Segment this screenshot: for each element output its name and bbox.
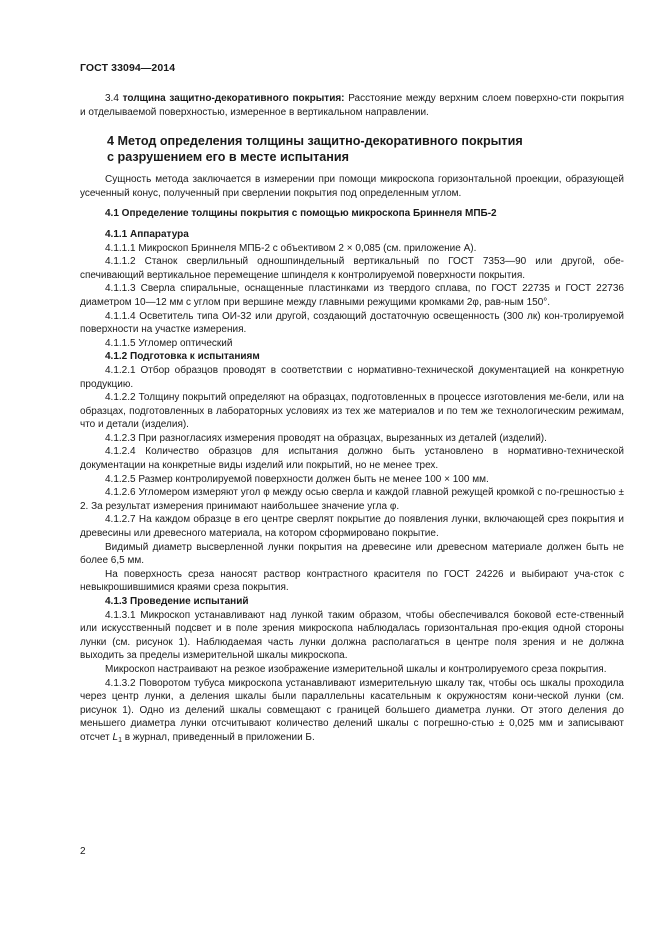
item-4-1-1-1: 4.1.1.1 Микроскоп Бриннеля МПБ-2 с объективом 2 × 0,085 (см. приложение А). <box>105 242 477 254</box>
item-4-1-2-6: 4.1.2.6 Угломером измеряют угол φ между осью сверла и каждой главной режущей кромкой с по-грешностью ± 2. За результат измерения принимают наибольшее значение угла φ. <box>80 487 624 512</box>
item-4-1-3-2-tail: в журнал, приведенный в приложении Б. <box>121 731 315 743</box>
document-header: ГОСТ 33094—2014 <box>80 62 176 74</box>
section-4-1-1-title: 4.1.1 Аппаратура <box>105 228 189 240</box>
item-4-1-2-7: 4.1.2.7 На каждом образце в его центре сверлят покрытие до появления лунки, включающей срез покрытия и древесины или древесного материала, на котором сформировано покрытие. <box>80 514 624 540</box>
item-4-1-1-3: 4.1.1.3 Сверла спиральные, оснащенные пластинками из твердого сплава, по ГОСТ 22735 и ГОСТ 22736 диаметром 10—12 мм с углом при вершине между главными режущими кромками 2φ, рав-ным 150°. <box>80 283 624 308</box>
item-4-1-1-5: 4.1.1.5 Угломер оптический <box>105 337 233 349</box>
item-4-1-3-2 <box>80 677 624 748</box>
item-4-1-2-3: 4.1.2.3 При разногласиях измерения проводят на образцах, вырезанных из деталей (изделий). <box>105 432 547 444</box>
paragraph-microscope-focus: Микроскоп настраивают на резкое изображение измерительной шкалы и контролируемого среза покрытия. <box>105 663 607 675</box>
variable-subscript: 1 <box>118 736 122 744</box>
term-definition: Расстояние между верхним слоем поверхно-сти покрытия и отделываемой поверхностью, измеренное в вертикальном направлении. <box>80 93 625 118</box>
section-4-1-2-title: 4.1.2 Подготовка к испытаниям <box>105 351 260 363</box>
section-4-1-title: 4.1 Определение толщины покрытия с помощью микроскопа Бриннеля МПБ-2 <box>105 208 497 220</box>
page-number: 2 <box>80 846 86 857</box>
item-4-1-1-2: 4.1.1.2 Станок сверлильный одношпиндельный вертикальный по ГОСТ 7353—90 или другой, обе-спечивающий вертикальное перемещение шпинделя к контролируемой поверхности покрытия. <box>80 256 624 281</box>
item-4-1-2-1: 4.1.2.1 Отбор образцов проводят в соответствии с нормативно-технической документацией на конкретную продукцию. <box>80 364 624 390</box>
document-body <box>80 92 624 748</box>
paragraph-dye: На поверхность среза наносят раствор контрастного красителя по ГОСТ 24226 и выбирают уча-сток с невыкрошившимися краями среза покрытия. <box>80 568 624 594</box>
item-4-1-2-4: 4.1.2.4 Количество образцов для испытания должно быть установлено в нормативно-технической документации на конкретные виды изделий или покрытий, но не менее трех. <box>80 446 624 472</box>
variable-L: L <box>112 731 119 743</box>
item-4-1-2-2: 4.1.2.2 Толщину покрытий определяют на образцах, подготовленных в процессе изготовления ме-бели, или на образцах, подготовленных в лабораторных условиях из тех же материалов и по тем же технологическим режимам, что и детали (изделия). <box>80 392 624 431</box>
section-4-title <box>80 133 624 165</box>
item-4-1-2-5: 4.1.2.5 Размер контролируемой поверхности должен быть не менее 100 × 100 мм. <box>105 473 489 485</box>
section-3-4 <box>80 92 624 119</box>
section-4-title-line-1: 4 Метод определения толщины защитно-декоративного покрытия <box>107 134 523 149</box>
term-coating-thickness: толщина защитно-декоративного покрытия: <box>122 93 345 104</box>
section-4-title-line-2: с разрушением его в месте испытания <box>107 150 349 165</box>
item-4-1-1-4: 4.1.1.4 Осветитель типа ОИ-32 или другой, создающий достаточную освещенность (300 лк) кон-тролируемой поверхности на участке измерения. <box>80 310 624 336</box>
item-4-1-3-1: 4.1.3.1 Микроскоп устанавливают над лункой таким образом, чтобы обеспечивался боковой есте-ственный или искусственный подсвет и в поле зрения микроскопа наблюдалась горизонтальная про-екция одной стороны лунки (см. рисунок 1). Наблюдаемая часть лунки должна располагаться в центре поля зрения и не должна выходить за пределы измерительной шкалы микроскопа. <box>80 609 624 662</box>
section-4-1-3-title: 4.1.3 Проведение испытаний <box>105 596 249 607</box>
section-3-4-number: 3.4 <box>105 93 123 104</box>
section-4-intro: Сущность метода заключается в измерении при помощи микроскопа горизонтальной проекции, образующей усеченный конус, полученный при сверлении покрытия под определенным углом. <box>80 174 624 199</box>
item-4-1-3-2-text: 4.1.3.2 Поворотом тубуса микроскопа устанавливают измерительную шкалу так, чтобы ось шкалы проходила через центр лунки, а деления шкалы были параллельны касательным к окружностям кони-ческой лунки (см. рисунок 1). Одно из делений шкалы совмещают с границей большего диаметра лунки. От этого деления до меньшего диаметра лунки отсчитывают количество делений шкалы с погрешно-стью ± 0,025 мм и записывают отсчет <box>80 677 624 743</box>
paragraph-hole-diameter: Видимый диаметр высверленной лунки покрытия на древесине или древесном материале должен быть не более 6,5 мм. <box>80 541 624 567</box>
